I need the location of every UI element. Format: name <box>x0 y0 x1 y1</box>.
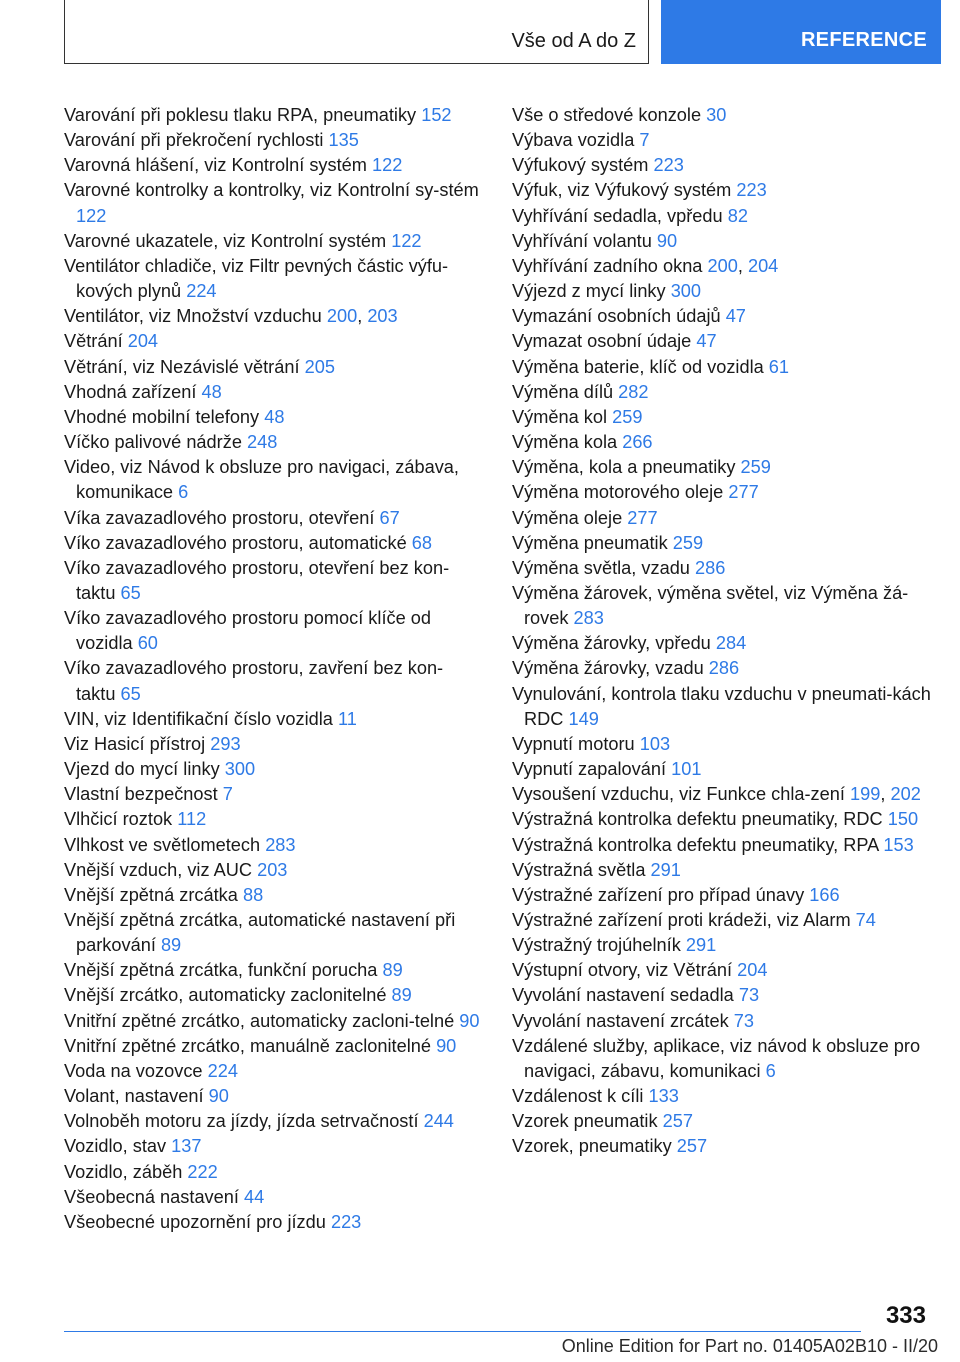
page-reference-link[interactable]: 300 <box>224 759 256 780</box>
index-entry <box>512 304 932 329</box>
index-entry <box>64 1134 482 1159</box>
index-entry <box>64 254 482 304</box>
page-reference-link[interactable]: 204 <box>127 331 159 352</box>
index-term: Výstražná kontrolka defektu pneumatiky, RPA <box>512 834 879 855</box>
index-term: Výstupní otvory, viz Větrání <box>512 960 733 981</box>
page-reference-link[interactable]: 90 <box>436 1035 457 1056</box>
index-term: Vyhřívání zadního okna <box>512 255 703 276</box>
index-entry <box>64 1185 482 1210</box>
index-entry <box>64 807 482 832</box>
index-term: Výměna žárovky, vzadu <box>512 658 704 679</box>
index-entry <box>64 858 482 883</box>
index-entry <box>64 732 482 757</box>
page-reference-link[interactable]: 48 <box>264 406 285 427</box>
index-term: Vyhřívání volantu <box>512 230 652 251</box>
index-term: Voda na vozovce <box>64 1060 203 1081</box>
page-reference-link[interactable]: 293 <box>210 733 241 754</box>
index-term: Vozidlo, záběh <box>64 1161 183 1182</box>
index-entry <box>64 380 482 405</box>
index-entry <box>64 329 482 354</box>
footer-rule <box>64 1331 861 1332</box>
index-term: Video, viz Návod k obsluze pro navigaci, zábava, komunikace <box>64 457 459 503</box>
page-reference-link[interactable]: 30 <box>706 105 727 125</box>
index-entry <box>512 833 932 858</box>
index-entry <box>64 883 482 908</box>
index-entry <box>512 1009 932 1034</box>
page-reference-link[interactable]: 11 <box>337 708 357 729</box>
page-reference-link[interactable]: 248 <box>247 432 278 453</box>
index-entry <box>64 1034 482 1059</box>
index-term: Vnější vzduch, viz AUC <box>64 859 253 880</box>
index-term: Vyvolání nastavení sedadla <box>512 985 734 1006</box>
index-entry <box>512 204 932 229</box>
index-entry <box>64 606 482 656</box>
page-reference-link[interactable]: 89 <box>160 935 182 956</box>
page-reference-link[interactable]: 82 <box>727 205 748 226</box>
index-term: Výměna kol <box>512 406 608 427</box>
page-reference-link[interactable]: 257 <box>676 1136 708 1157</box>
index-term: Větrání <box>64 331 123 352</box>
page-reference-link[interactable]: 199 <box>850 784 881 805</box>
index-term: Viz Hasicí přístroj <box>64 733 206 754</box>
page-reference-link[interactable]: 152 <box>421 105 452 125</box>
index-entry <box>512 807 932 832</box>
index-entry <box>512 380 932 405</box>
page-reference-link[interactable]: 223 <box>736 180 767 201</box>
page-reference-link[interactable]: 259 <box>740 457 771 478</box>
page-reference-link[interactable]: 6 <box>178 482 189 503</box>
page-reference-link[interactable]: 203 <box>257 859 288 880</box>
index-term: Ventilátor chladiče, viz Filtr pevných částic výfu‐kových plynů <box>64 255 449 302</box>
index-entry <box>64 983 482 1008</box>
index-entry <box>512 1084 932 1109</box>
page-reference-link[interactable]: 166 <box>809 884 840 905</box>
index-entry <box>512 128 932 153</box>
page-reference-link[interactable]: 153 <box>883 834 914 855</box>
index-term: Vzorek pneumatik <box>512 1111 658 1132</box>
page-reference-link[interactable]: 60 <box>137 633 158 654</box>
index-entry <box>512 1134 932 1159</box>
page-reference-link[interactable]: 89 <box>382 960 403 981</box>
index-entry <box>64 178 482 228</box>
page-reference-link[interactable]: 122 <box>391 230 422 251</box>
page-reference-link[interactable]: 65 <box>120 582 141 603</box>
index-entry <box>512 682 932 732</box>
index-term: VIN, viz Identifikační číslo vozidla <box>64 708 333 729</box>
index-term: Víčko palivové nádrže <box>64 432 242 453</box>
page-reference-link[interactable]: 90 <box>208 1086 229 1107</box>
reference-tab[interactable] <box>661 0 941 64</box>
index-entry <box>64 833 482 858</box>
index-entry <box>512 531 932 556</box>
index-term: Vlastní bezpečnost <box>64 784 218 805</box>
index-term: Vymazání osobních údajů <box>512 306 721 327</box>
index-term: Výfuk, viz Výfukový systém <box>512 180 732 201</box>
page-reference-link[interactable]: 205 <box>304 356 335 377</box>
index-term: Vyvolání nastavení zrcátek <box>512 1010 729 1031</box>
index-entry <box>64 707 482 732</box>
page-number: 333 <box>885 1302 926 1329</box>
index-term: Víko zavazadlového prostoru, zavření bez kon‐taktu <box>64 658 444 704</box>
page-reference-link[interactable]: 284 <box>715 633 747 654</box>
page-reference-link[interactable]: 101 <box>671 759 702 780</box>
index-term: Vzdálenost k cíli <box>512 1086 644 1107</box>
index-entry <box>64 430 482 455</box>
page-reference-link[interactable]: 44 <box>244 1186 265 1207</box>
index-entry <box>512 656 932 681</box>
index-term: Vhodná zařízení <box>64 381 197 402</box>
page-reference-link[interactable]: 300 <box>670 281 702 302</box>
page-reference-link[interactable]: 259 <box>612 406 643 427</box>
page-reference-link[interactable]: 150 <box>887 809 919 830</box>
index-term: Všeobecné upozornění pro jízdu <box>64 1211 326 1232</box>
page-reference-link[interactable]: 200 <box>326 306 358 327</box>
index-term: Vhodné mobilní telefony <box>64 406 260 427</box>
page-reference-link[interactable]: 149 <box>568 708 599 729</box>
index-term: Výměna baterie, klíč od vozidla <box>512 356 764 377</box>
index-entry <box>512 581 932 631</box>
index-entry <box>512 983 932 1008</box>
page-reference-link[interactable]: 6 <box>765 1060 776 1081</box>
index-term: Víko zavazadlového prostoru, automatické <box>64 532 407 553</box>
index-term: Vzdálené služby, aplikace, viz návod k obsluze pro navigaci, zábavu, komunikaci <box>512 1035 921 1081</box>
index-term: Výjezd z mycí linky <box>512 281 666 302</box>
index-entry <box>512 757 932 782</box>
index-entry <box>64 1109 482 1134</box>
index-entry <box>512 506 932 531</box>
index-entry <box>64 455 482 505</box>
page-reference-link[interactable]: 88 <box>242 884 264 905</box>
index-term: Ventilátor, viz Množství vzduchu <box>64 306 322 327</box>
index-entry <box>64 355 482 380</box>
index-term: Větrání, viz Nezávislé větrání <box>64 356 300 377</box>
index-entry <box>64 1009 482 1034</box>
index-entry <box>512 153 932 178</box>
index-term: Vymazat osobní údaje <box>512 331 692 352</box>
page-reference-link[interactable]: 202 <box>890 784 921 805</box>
page-reference-link[interactable]: 47 <box>725 306 746 327</box>
index-term: Varování při poklesu tlaku RPA, pneumatiky <box>64 105 417 125</box>
page-reference-link[interactable]: 7 <box>639 130 650 151</box>
index-column-left <box>64 103 482 1235</box>
index-entry <box>64 908 482 958</box>
index-term: Výstražná světla <box>512 859 646 880</box>
index-term: Vypnutí zapalování <box>512 759 667 780</box>
index-entry <box>512 556 932 581</box>
index-entry <box>512 1109 932 1134</box>
index-term: Výměna světla, vzadu <box>512 557 690 578</box>
index-term: Výměna kola <box>512 432 618 453</box>
index-entry <box>64 531 482 556</box>
header-box <box>64 0 649 64</box>
index-term: Varovná hlášení, viz Kontrolní systém <box>64 155 367 176</box>
index-entry <box>512 858 932 883</box>
index-entry <box>64 506 482 531</box>
index-entry <box>64 1084 482 1109</box>
index-entry <box>512 933 932 958</box>
page-reference-link[interactable]: 223 <box>653 155 684 176</box>
index-entry <box>512 1034 932 1084</box>
index-term: Výměna motorového oleje <box>512 482 724 503</box>
page-reference-link[interactable]: 259 <box>672 532 704 553</box>
page-reference-link[interactable]: 203 <box>367 306 398 327</box>
index-entry <box>512 732 932 757</box>
index-entry <box>64 556 482 606</box>
index-entry <box>64 1059 482 1084</box>
page-reference-link[interactable]: 282 <box>618 381 649 402</box>
page-reference-link[interactable]: 257 <box>662 1111 693 1132</box>
page-reference-link[interactable]: 224 <box>186 281 217 302</box>
index-entry <box>64 782 482 807</box>
index-entry <box>512 229 932 254</box>
index-term: Výměna žárovek, výměna světel, viz Výměna žá‐rovek <box>512 582 909 629</box>
page-reference-link[interactable]: 74 <box>855 910 876 930</box>
page-reference-link[interactable]: 277 <box>627 507 658 528</box>
index-entry <box>64 958 482 983</box>
index-term: Vysoušení vzduchu, viz Funkce chla‐zení <box>512 784 845 805</box>
page-reference-link[interactable]: 283 <box>265 834 296 855</box>
page-reference-link[interactable]: 68 <box>411 532 433 553</box>
index-term: Vlhkost ve světlometech <box>64 834 261 855</box>
index-term: Výbava vozidla <box>512 130 635 151</box>
index-entry <box>512 480 932 505</box>
index-term: Vnější zpětná zrcátka, automatické nastavení při parkování <box>64 910 456 956</box>
page-reference-link[interactable]: 89 <box>391 985 412 1006</box>
index-term: Výstražné zařízení proti krádeži, viz Alarm <box>512 910 851 930</box>
page-reference-link[interactable]: 67 <box>379 507 400 528</box>
index-entry <box>512 329 932 354</box>
index-entry <box>512 103 932 128</box>
index-term: Víko zavazadlového prostoru, otevření bez kon‐taktu <box>64 557 450 603</box>
index-entry <box>512 631 932 656</box>
index-term: Volant, nastavení <box>64 1086 204 1107</box>
page-reference-link[interactable]: 291 <box>650 859 681 880</box>
index-entry <box>512 279 932 304</box>
index-term: Vjezd do mycí linky <box>64 759 220 780</box>
page-reference-link[interactable]: 133 <box>648 1086 679 1107</box>
edition-footer: Online Edition for Part no. 01405A02B10 - II/20 <box>561 1336 938 1356</box>
page-reference-link[interactable]: 266 <box>622 432 653 453</box>
index-term: Vnější zpětná zrcátka <box>64 884 238 905</box>
page-reference-link[interactable]: 277 <box>728 482 759 503</box>
index-entry <box>64 128 482 153</box>
index-term: Varovné ukazatele, viz Kontrolní systém <box>64 230 387 251</box>
page-reference-link[interactable]: 223 <box>330 1211 362 1232</box>
page-reference-link[interactable]: 286 <box>695 557 726 578</box>
index-entry <box>512 958 932 983</box>
index-entry <box>64 1210 482 1235</box>
index-term: Výstražný trojúhelník <box>512 935 681 956</box>
index-term: Vše o středové konzole <box>512 105 702 125</box>
page-reference-link[interactable]: 224 <box>207 1060 238 1081</box>
page-reference-link[interactable]: 200 <box>707 255 738 276</box>
index-entry <box>512 908 932 933</box>
page-reference-link[interactable]: 204 <box>747 255 779 276</box>
page-reference-link[interactable]: 283 <box>573 608 604 629</box>
index-entry <box>512 430 932 455</box>
index-entry <box>64 1160 482 1185</box>
index-term: Varování při překročení rychlosti <box>64 130 324 151</box>
index-term: Výměna oleje <box>512 507 623 528</box>
page-reference-link[interactable]: 204 <box>737 960 768 981</box>
index-term: Vypnutí motoru <box>512 733 635 754</box>
index-term: Volnoběh motoru za jízdy, jízda setrvačností <box>64 1111 419 1132</box>
index-term: Výstražná kontrolka defektu pneumatiky, RDC <box>512 809 883 830</box>
page-reference-link[interactable]: 73 <box>733 1010 754 1031</box>
index-term: Výměna dílů <box>512 381 614 402</box>
page-reference-link[interactable]: 90 <box>459 1010 480 1031</box>
page-reference-link[interactable]: 7 <box>222 784 233 805</box>
index-entry <box>512 405 932 430</box>
index-entry <box>512 178 932 203</box>
index-entry: Ventilátor, viz Množství vzduchu 200, 203 <box>64 306 398 327</box>
page-reference-link[interactable]: 112 <box>177 809 207 830</box>
page-reference-link[interactable]: 291 <box>685 935 717 956</box>
page-reference-link[interactable]: 73 <box>738 985 760 1006</box>
reference-tab-label: REFERENCE <box>800 29 927 51</box>
index-term: Vlhčicí roztok <box>64 809 173 830</box>
index-term: Vnější zpětná zrcátka, funkční porucha <box>64 960 378 981</box>
index-entry <box>64 757 482 782</box>
page-reference-link[interactable]: 122 <box>76 205 107 226</box>
index-term: Výfukový systém <box>512 155 649 176</box>
page-reference-link[interactable]: 47 <box>696 331 717 352</box>
index-term: Varovné kontrolky a kontrolky, viz Kontrolní sy‐stém <box>64 180 479 201</box>
index-entry <box>64 405 482 430</box>
page-reference-link[interactable]: 286 <box>708 658 740 679</box>
index-term: Výměna pneumatik <box>512 532 668 553</box>
index-entry <box>512 355 932 380</box>
index-term: Vozidlo, stav <box>64 1136 167 1157</box>
page-reference-link[interactable]: 103 <box>639 733 671 754</box>
index-entry <box>512 455 932 480</box>
index-term: Výstražné zařízení pro případ únavy <box>512 884 805 905</box>
index-term: Výměna žárovky, vpředu <box>512 633 711 654</box>
page-reference-link[interactable]: 135 <box>328 130 359 151</box>
index-term: Víka zavazadlového prostoru, otevření <box>64 507 375 528</box>
index-entry <box>64 656 482 706</box>
index-term: Víko zavazadlového prostoru pomocí klíče od vozidla <box>64 608 431 654</box>
page-reference-link[interactable]: 90 <box>656 230 678 251</box>
index-entry: Vyhřívání zadního okna 200, 204 <box>512 255 779 276</box>
index-term: Vynulování, kontrola tlaku vzduchu v pneumati‐kách RDC <box>512 683 931 729</box>
page-reference-link[interactable]: 244 <box>423 1111 454 1132</box>
page-reference-link[interactable]: 222 <box>187 1161 218 1182</box>
section-title: Vše od A do Z <box>511 30 636 52</box>
page-reference-link[interactable]: 65 <box>120 683 141 704</box>
index-term: Všeobecná nastavení <box>64 1186 239 1207</box>
index-entry <box>64 103 482 128</box>
page-reference-link[interactable]: 61 <box>768 356 790 377</box>
index-entry: Vysoušení vzduchu, viz Funkce chla‐zení 199, 202 <box>512 784 921 805</box>
index-term: Vnitřní zpětné zrcátko, manuálně zaclonitelné <box>64 1035 431 1056</box>
index-entry <box>512 883 932 908</box>
page-reference-link[interactable]: 48 <box>201 381 222 402</box>
index-term: Vnitřní zpětné zrcátko, automaticky zacloni‐telné <box>64 1010 455 1031</box>
index-term: Vzorek, pneumatiky <box>512 1136 672 1157</box>
index-term: Výměna, kola a pneumatiky <box>512 457 736 478</box>
page-reference-link[interactable]: 122 <box>372 155 403 176</box>
index-column-right <box>512 103 932 1160</box>
index-entry <box>64 229 482 254</box>
index-term: Vyhřívání sedadla, vpředu <box>512 205 723 226</box>
index-term: Vnější zrcátko, automaticky zaclonitelné <box>64 985 387 1006</box>
index-entry <box>64 153 482 178</box>
page-reference-link[interactable]: 137 <box>171 1136 202 1157</box>
